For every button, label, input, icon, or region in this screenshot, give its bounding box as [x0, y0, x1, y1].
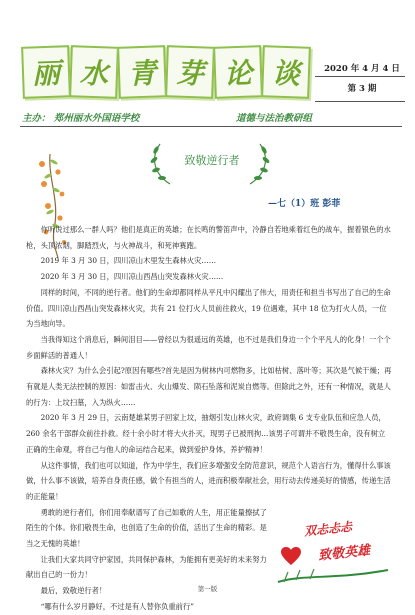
article-paragraph: 让我们大家共同守护家园，共同保护森林，为能拥有更美好的未来努力献出自己的一份力！: [26, 554, 267, 580]
sponsor-group: 道德与法治教研组: [236, 113, 313, 124]
masthead-char: [213, 45, 263, 99]
article-paragraph: 森林火灾？为什么会引起?原因有哪些?首先是因为树林内可燃物多，比如枯树、落叶等；其次是气候干燥；再有就是人类无法控制的原因：如雷击火、火山爆发、陨石坠落和泥炭自燃等。但除此之外，还有一种情况，就是人的行为：上坟扫墓，入为纵火……: [26, 366, 392, 407]
issue-date: 2020 年 4 月 4 日: [324, 64, 400, 74]
divider: [315, 76, 405, 77]
masthead-char: [117, 45, 167, 99]
masthead-char: [165, 45, 215, 99]
grass-icon: [274, 564, 392, 584]
issue-number: 第 3 期: [347, 84, 377, 94]
masthead: [22, 40, 307, 102]
sponsor-org: 主办： 郑州丽水外国语学校: [22, 113, 140, 124]
heart-icon: [280, 546, 302, 566]
stamp-line: 双忐忐忐: [303, 519, 353, 539]
article-paragraph: 2019 年 3 月 30 日，四川凉山木里发生森林火灾……: [40, 256, 217, 266]
masthead-char: [69, 45, 119, 99]
article-paragraph: 勇敢的逆行者们，你们用奉献谱写了自己如歌的人生，用正能量擦拭了陌生的个体。你们敬畏生命，也创造了生命的价值，活出了生命的精彩。是当之无愧的英雄！: [26, 507, 267, 549]
article-paragraph: 2020 年 3 月 30 日，四川凉山西昌山突发森林火灾……: [40, 272, 224, 282]
article-paragraph: 最后，致敬逆行者！: [40, 586, 107, 596]
divider: [315, 101, 405, 102]
article-byline: —七（1）班 彭菲: [268, 199, 341, 209]
masthead-char-text: 论: [223, 56, 253, 91]
masthead-char: [261, 45, 311, 99]
masthead-char-text: 丽: [31, 56, 61, 91]
article-paragraph: 从这件事情，我们也可以知道，作为中学生，我们应多增强安全防范意识，规范个人语言行为，懂得什么事该做，什么事不该做，培养自身责任感，做个有担当的人，进而积极奉献社会，用行动去传递美好的情感，传递生活的正能量！: [26, 460, 391, 501]
masthead-char-text: 水: [79, 56, 109, 91]
article-paragraph: 同样的时间，不同的逆行者。他们的生命却都同样从平凡中闪耀出了伟大，用责任和担当书写出了自己的生命价值。四川凉山西昌山突发森林火灾，共有 21 位打火人员前往救火，19 位遇难，其中 18 位为打火人员，一位为当地向导。: [26, 287, 391, 329]
masthead-char-text: 芽: [175, 56, 205, 91]
stamp-line: 致敬英雄: [317, 543, 371, 564]
article-paragraph: 你听说过那么一群人吗？他们是真正的英雄；在长鸣的警笛声中，冷静自若地乘着红色的战车，握着银色的水枪，头顶浓烟，脚踏烈火，与火神战斗，和死神赛跑。: [26, 225, 391, 250]
issue-info: [318, 62, 406, 94]
tribute-stamp: [274, 520, 392, 584]
article-title: 致敬逆行者: [184, 154, 240, 167]
article-paragraph: 当我得知这个消息后，瞬间泪目——曾经以为很遥远的英雄，也不过是我们身边一个个平凡人的化身！一个个乡面鲜活的普通人！: [26, 334, 391, 360]
divider: [20, 126, 402, 127]
masthead-char-text: 谈: [271, 56, 301, 91]
masthead-char: [21, 45, 71, 99]
masthead-char-text: 青: [127, 56, 157, 91]
article-paragraph: “哪有什么岁月静好，不过是有人替你负重前行”: [40, 601, 194, 611]
article-paragraph: 2020 年 3 月 29 日，云南楚雄某男子回家上坟，抽烟引发山林火灾，政府调集 6 支专业队伍和应急人员，260 余名干部群众前往扑救。经十余小时才将大火扑灭，现男子已被刑拘…该男子可谓并不敬畏生命，没有树立正确的生命观，将自己与他人的命运结合起来，做到爱护身体，养护精神！: [26, 413, 386, 454]
sponsor-line: [20, 106, 402, 124]
page-footer: 第一版: [197, 585, 218, 593]
